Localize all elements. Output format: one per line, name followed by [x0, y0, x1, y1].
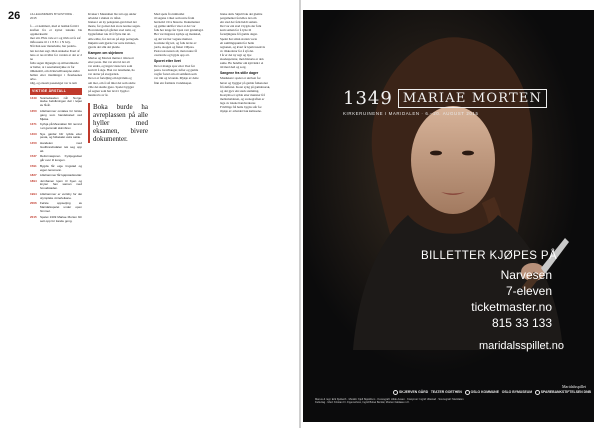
- text-line: kom til å skje. Han var lensmann, ho: [88, 68, 135, 73]
- text-line: etter pesta. Det var ein tid der alt: [88, 60, 130, 65]
- ticket-vendor-ticketmaster: ticketmaster.no: [471, 300, 552, 314]
- text-line: regionen, og kvart år kjem tusenvis: [220, 44, 265, 49]
- fact-year: 1591: [30, 163, 37, 168]
- sponsor-name: SKJERVEN GÅRD: [399, 390, 429, 394]
- text-line: brukes i en ny pensjonat-gard med det: [88, 20, 137, 25]
- text-line: Inkjenn som gjerne var sarte kvinner,: [88, 40, 136, 45]
- sponsor-logo: [465, 390, 499, 395]
- text-line: hellen etter inteminger i fleerkaenes arbe-: [30, 73, 82, 82]
- ticket-phone: 815 33 133: [491, 316, 552, 330]
- text-line: vegfar fortel om eit samfunn som: [154, 72, 197, 77]
- fact-text: Lillehammer er vertsby for dei olympiske vinterleikane.: [40, 191, 82, 200]
- fact-item: [30, 216, 82, 224]
- text-line: Kostyma er sydde etter mønster frå: [220, 92, 265, 97]
- fact-year: 2006: [30, 201, 37, 206]
- text-line: Musikken i spelet er skriven for: [220, 76, 261, 81]
- text-line: gjorde det slik dei pleide.: [88, 44, 121, 49]
- text-line: bygdefolket tok til å flytte inn att.: [88, 32, 131, 37]
- text-line: å ... er nemmert, med et lestikk fortid i: [30, 24, 80, 28]
- sponsor-logo: [535, 390, 591, 395]
- text-line: var dotter på storgarden.: [88, 72, 120, 77]
- column-3: [154, 12, 214, 85]
- fact-item: [30, 165, 82, 173]
- text-line: I år er det ny regi og nye: [220, 52, 252, 57]
- pull-quote: Boka burde ha avreplassen på alle hyller med eksamen, bivere dokumenter.: [88, 103, 148, 143]
- text-line: på segner som har levd i bygda i: [88, 88, 130, 93]
- ticket-vendor-narvesen: Narvesen: [500, 268, 552, 282]
- fact-text: Nye gardar blir rydda etter pesta, og folketalet veks sakte.: [40, 131, 82, 140]
- sponsor-logo: [393, 390, 428, 395]
- text-line: om mot, om å stå imot det som andre: [88, 80, 136, 85]
- text-line: Alle eldre, for dei sto på eige pottegods.: [88, 36, 140, 41]
- subheading: Kampen om skjebnen: [88, 50, 124, 55]
- theatre-advert: [303, 10, 594, 422]
- facts-list: [30, 97, 82, 224]
- figure-face: [411, 106, 495, 214]
- text-line: len nat den sagt. Men snakelse hvert af: [30, 48, 80, 53]
- column-2: [88, 12, 148, 149]
- text-line: mykje av arbeidet bak kulissene.: [220, 109, 262, 114]
- text-line: overlevde og bygde opp att.: [154, 52, 190, 57]
- text-line: Med spele fra innholdet: [154, 12, 185, 16]
- text-line: bruke dem. Skjult bak det glemte: [220, 12, 263, 16]
- text-line: folk her lenge før byen vart grunnlagd.: [154, 28, 204, 33]
- text-line: mellomalderen, og scenografien er: [220, 96, 265, 101]
- fact-item: [30, 193, 82, 201]
- advert-website: maridalsspillet.no: [479, 340, 564, 352]
- sponsor-name: OSLO KOMMUNE: [470, 390, 500, 394]
- advert-subtitle: KIRKERUINENE I MARIDALEN · 6.–20. AUGUST 2015: [343, 111, 479, 116]
- fact-item: [30, 202, 82, 214]
- text-line: Det er mange spor etter livet før: [154, 64, 195, 69]
- fact-text: Kyrkja på Mesnalien blir nemnd i eit gammalt skinnbrev.: [40, 122, 82, 131]
- text-line: til sagene i riket som rørte fram: [154, 16, 195, 21]
- logo-mark-icon: [465, 390, 470, 395]
- text-line: Det er ei forteljing om kjærleik og: [88, 76, 132, 81]
- page-gutter: [299, 0, 301, 428]
- fact-year: 1403: [30, 131, 37, 136]
- text-line: skodespelarar, men historia er den: [220, 57, 264, 62]
- fact-year: 1827: [30, 173, 37, 178]
- text-line: og det var her vegane møttest.: [154, 36, 193, 41]
- text-line: jorda, skogen og fisket i Mjøsa.: [154, 44, 195, 49]
- ticket-heading: BILLETTER KJØPES PÅ: [421, 250, 558, 262]
- fact-item: [30, 133, 82, 141]
- fact-text: Handelen med Gudbrandsdalen tek seg opp att.: [40, 140, 82, 153]
- text-line: mot sitt. Hvis vale er i og tilvis ut fe saf: [30, 36, 81, 41]
- fact-year: 1537: [30, 154, 37, 159]
- sponsor-name: OSLO BYMUSEUM: [501, 390, 533, 394]
- subheading: Sporet etter livet: [154, 59, 181, 64]
- advert-year: 1349: [343, 87, 393, 109]
- fact-text: Lillehammer får kjøpstadsrettar.: [40, 173, 83, 178]
- facts-header: VIKTIGE ÅRSTALL: [30, 88, 82, 94]
- text-line: Hoverskriket på gården stod tomt, og: [88, 28, 136, 33]
- fact-item: [30, 142, 82, 154]
- fact-text: Spelet 1349 Mariae Morten blir sett opp for tiande gong.: [40, 214, 82, 223]
- page-number: 26: [8, 10, 21, 22]
- figure-eye-right: [462, 151, 474, 156]
- text-line: infloosene til 1 1 8 8 1 1 N Jety.: [30, 40, 71, 45]
- fact-text: Bygda får eige tingstad og eigen lensmann.: [40, 163, 82, 172]
- advert-title: MARIAE MORTEN: [398, 89, 547, 108]
- text-line: Spelet har sidan starten vorte: [220, 36, 257, 41]
- text-line: pergamentet fortelles det om: [220, 16, 257, 21]
- text-line: Kvaker i Mesnalien ble tatt opp under: [88, 12, 137, 16]
- logo-mark-icon: [393, 390, 398, 395]
- text-line: høvet og byggjer på gamle folketonar: [220, 80, 268, 85]
- fact-year: 1349: [30, 95, 37, 100]
- advert-illustration: [303, 10, 594, 422]
- advert-title-row: [303, 86, 594, 110]
- fact-text: Reformasjonen. Kyrkjegodset går over til kongen.: [40, 154, 82, 163]
- fact-item: [30, 180, 82, 192]
- text-line: leno ar tes nvtdist for verden at det er 2 ne: [30, 52, 82, 61]
- text-line: Når hun seer materieme, her pedelo-: [30, 44, 77, 49]
- fact-text: Lillehammer omtales for første gang som handelssted ved Mjøsa.: [40, 108, 82, 121]
- sponsor-name: TEATER GOETHEN: [430, 390, 462, 394]
- text-line: laga av lokale handverkarar.: [220, 100, 256, 105]
- running-head: LILLEHAMMERS BYHISTORIE · 2015: [30, 12, 74, 20]
- fact-item: [30, 123, 82, 131]
- figure-eye-left: [430, 151, 442, 156]
- fact-year: 2015: [30, 214, 37, 219]
- fact-item: [30, 97, 82, 109]
- fact-item: [30, 155, 82, 163]
- text-line: ville dei skulle gjere. Spelet byggjer: [88, 84, 135, 89]
- sponsor-logo: [502, 390, 532, 394]
- ticket-vendor-7eleven: 7-eleven: [505, 284, 552, 298]
- text-line: og det gjev ein sterk stemning.: [220, 88, 260, 93]
- logo-mark-icon: [535, 390, 540, 395]
- text-line: pesta. Gravhaugar, tufter og gamle: [154, 68, 199, 73]
- text-line: same. Ho handlar om kjærleik i ei: [220, 61, 264, 66]
- fact-year: 1371: [30, 122, 37, 127]
- text-line: forteljingane frå gamle dagar.: [220, 32, 258, 37]
- text-line: arbeidet i slutten av tiåret.: [88, 16, 122, 21]
- fact-year: 1894: [30, 178, 37, 183]
- text-line: frå dalføret. Koret syng på gamalnorsk,: [220, 84, 271, 89]
- fact-year: 1350: [30, 108, 37, 113]
- fact-text: Jernbanen kjem til byen og knyter han saman med hovudstaden.: [40, 178, 82, 191]
- fact-year: 1994: [30, 191, 37, 196]
- text-line: tid med død og sorg.: [220, 65, 247, 70]
- text-line: Mariae og Morten møttes i tida kort: [88, 55, 134, 60]
- sponsor-logo: [431, 390, 462, 394]
- subheading: Sangene fra stille dager: [220, 71, 259, 76]
- fact-text: Svartedauden når Norge. Halve befolkningen dør i løpet av få år.: [40, 95, 82, 108]
- column-1: [30, 24, 82, 225]
- left-page: [4, 10, 296, 424]
- text-line: Det var ein stad i bygda der folk: [220, 24, 262, 29]
- col1-body: [30, 24, 82, 85]
- sponsor-name: SPAREBANKSTIFTELSEN DNB: [540, 390, 591, 394]
- maridalsspillet-logo: Maridalsspillet: [562, 384, 586, 389]
- column-4: [220, 12, 292, 113]
- fact-item: [30, 110, 82, 122]
- text-line: Frivillige frå heile bygda står for: [220, 105, 262, 110]
- fact-text: Første oppsetjing av Maridalsspelet under open himmel.: [40, 201, 82, 214]
- advert-credits: Manus & regi: Erik Kjølseth · Musikk: Kjell Skjeldrum · Koreografi: Hilde Ausen · Kostymer: Ingrid Ullestad · Scenografi: Maridalen Kulturlag · Med: Kristian Fr. Figenschow, Ingrid Bolsø Berdal, Morten Faldaas m.fl.: [315, 398, 464, 405]
- text-line: var endra, og ingen visste kva som: [88, 64, 133, 69]
- text-line: Her var tingstad, kyrkje og marknad,: [154, 32, 202, 37]
- text-line: fulla sagen tilgangde ap stilteralmerde: [30, 60, 79, 65]
- text-line: Gardane låg tett, og folk levde av: [154, 40, 197, 45]
- text-line: var rikt og levande. Mykje av dette: [154, 76, 199, 81]
- text-line: meste, for godset den store norske sagan.: [88, 24, 141, 29]
- text-line: ein stad der folk heldt saman.: [220, 20, 258, 25]
- text-line: idig, og ensom paaeneiget var ta tem: [30, 81, 77, 86]
- text-line: kraften fra et kyttet leksika ble oppmerksomt: [30, 28, 82, 37]
- text-line: av tilskodarar for å sjå det.: [220, 48, 254, 53]
- text-line: Pesta tok nesten alt, men nokre få: [154, 48, 197, 53]
- text-line: tilhenentil, om dvinevellbouspne andre: [30, 69, 80, 74]
- text-line: hundrevis av år.: [88, 92, 109, 97]
- text-line: hevnetid i livs historie. Dokumenter: [154, 20, 200, 25]
- fact-item: [30, 174, 82, 178]
- text-line: ar haller, at i seselamsstykke av far: [30, 64, 75, 69]
- fact-year: 1450: [30, 140, 37, 145]
- text-line: og gamle skrifter viser at det var: [154, 24, 196, 29]
- text-line: finn ein framleis i landskapet.: [154, 80, 192, 85]
- text-line: eit samlingspunkt for heile: [220, 40, 255, 45]
- text-line: kom saman for å lytte til: [220, 28, 252, 33]
